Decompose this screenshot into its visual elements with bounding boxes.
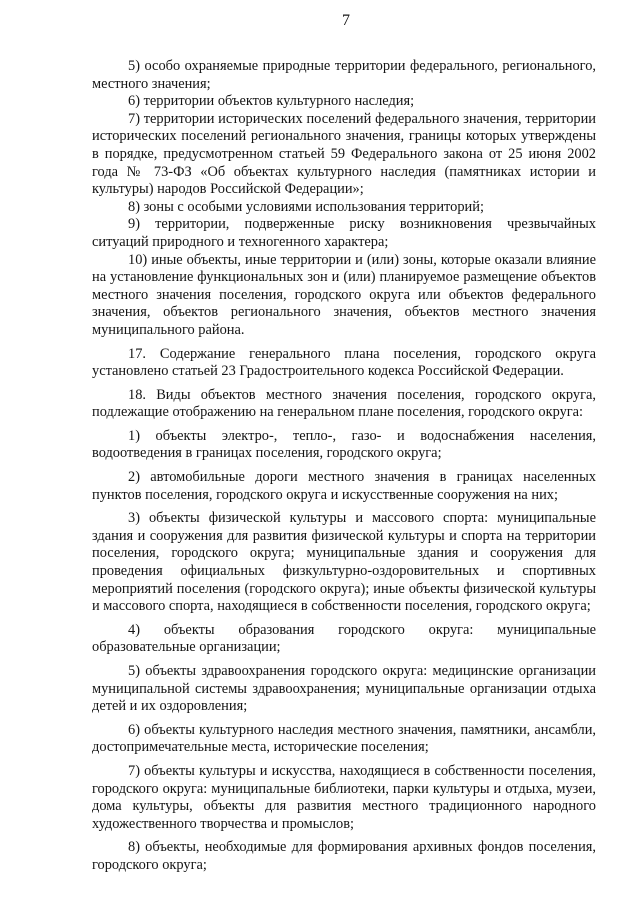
paragraph: 7) территории исторических поселений федерального значения, территории исторических поселений регионального значения, границы которых утверждены в порядке, предусмотренном статьей 59 Федерального закона от 25 июня 2002 года № 73-ФЗ «Об объектах культурного наследия (памятниках истории и культуры) народов Российской Федерации»; [92,110,596,198]
paragraph: 6) объекты культурного наследия местного значения, памятники, ансамбли, достопримечательные места, исторические поселения; [92,721,596,756]
paragraph: 8) объекты, необходимые для формирования архивных фондов поселения, городского округа; [92,839,596,873]
paragraph: 3) объекты физической культуры и массового спорта: муниципальные здания и сооружения для развития физической культуры и спорта на территории поселения, городского округа; муниципальные здания и сооружения для проведения официальных физкультурно-оздоровительных и спортивных мероприятий поселения (городского округа); иные объекты физической культуры и массового спорта, находящиеся в собственности поселения, городского округа; [92,510,596,615]
paragraph: 5) объекты здравоохранения городского округа: медицинские организации муниципальной системы здравоохранения; муниципальные организации отдыха детей и их оздоровления; [92,663,596,715]
document-body [92,58,596,875]
paragraph: 7) объекты культуры и искусства, находящиеся в собственности поселения, городского округа: муниципальные библиотеки, парки культуры и отдыха, музеи, дома культуры, объекты для развития местного традиционного народного художественного творчества и промыслов; [92,762,596,832]
paragraph: 17. Содержание генерального плана поселения, городского округа установлено статьей 23 Градостроительного кодекса Российской Федерации. [92,345,596,380]
paragraph: 9) территории, подверженные риску возникновения чрезвычайных ситуаций природного и техногенного характера; [92,216,596,250]
page-number: 7 [342,12,350,29]
paragraph: 4) объекты образования городского округа: муниципальные образовательные организации; [92,621,596,656]
paragraph: 5) особо охраняемые природные территории федерального, регионального, местного значения; [92,58,596,92]
paragraph: 2) автомобильные дороги местного значения в границах населенных пунктов поселения, городского округа и искусственные сооружения на них; [92,469,596,503]
paragraph: 8) зоны с особыми условиями использования территорий; [128,198,484,215]
paragraph: 18. Виды объектов местного значения поселения, городского округа, подлежащие отображению на генеральном плане поселения, городского округа: [92,386,596,421]
paragraph: 10) иные объекты, иные территории и (или) зоны, которые оказали влияние на установление функциональных зон и (или) планируемое размещение объектов местного значения поселения, городского округа или объектов федерального значения, объектов регионального значения, объектов местного значения муниципального района. [92,251,596,338]
paragraph: 6) территории объектов культурного наследия; [128,93,415,110]
paragraph: 1) объекты электро-, тепло-, газо- и водоснабжения населения, водоотведения в границах поселения, городского округа; [92,427,596,462]
